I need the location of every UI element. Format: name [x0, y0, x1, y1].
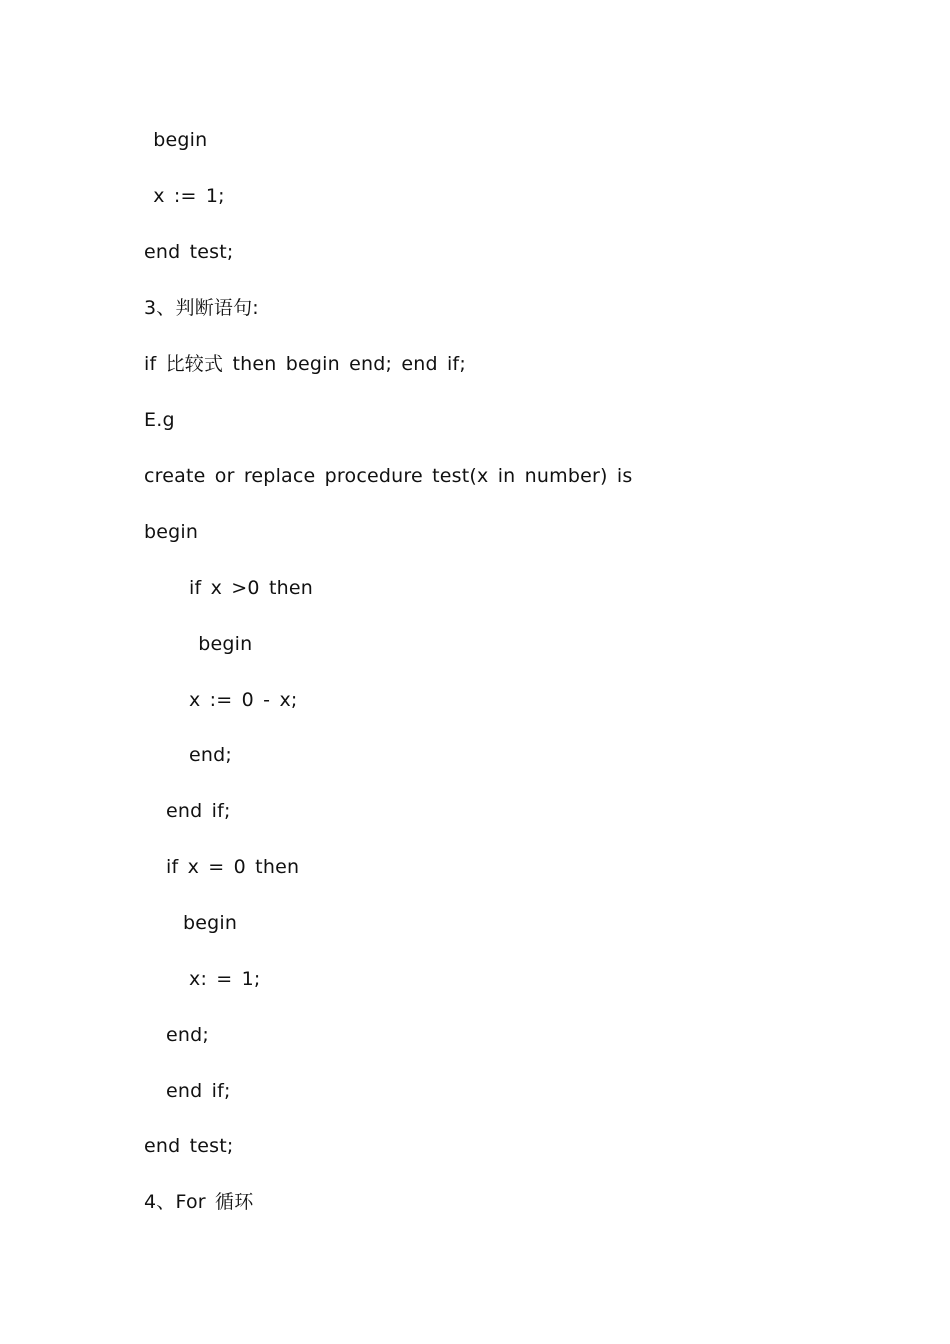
code-line: begin: [189, 633, 253, 655]
code-line: create or replace procedure test(x in number) is: [144, 465, 633, 487]
code-line: if x = 0 then: [166, 856, 300, 878]
code-line: begin: [144, 129, 208, 151]
syntax-line: if 比较式 then begin end; end if;: [144, 353, 466, 375]
code-line: end test;: [144, 241, 234, 263]
code-line: end test;: [144, 1135, 234, 1157]
section-heading: 4、For 循环: [144, 1191, 254, 1213]
code-line: end if;: [166, 800, 231, 822]
code-line: begin: [183, 912, 238, 934]
code-line: end;: [189, 744, 232, 766]
code-line: begin: [144, 521, 199, 543]
code-line: x := 1;: [144, 185, 225, 207]
example-label: E.g: [144, 409, 175, 431]
code-line: x := 0 - x;: [189, 689, 298, 711]
code-line: end;: [166, 1024, 209, 1046]
code-line: end if;: [166, 1080, 231, 1102]
section-heading: 3、判断语句:: [144, 297, 259, 319]
code-line: x: = 1;: [189, 968, 261, 990]
code-line: if x >0 then: [189, 577, 313, 599]
